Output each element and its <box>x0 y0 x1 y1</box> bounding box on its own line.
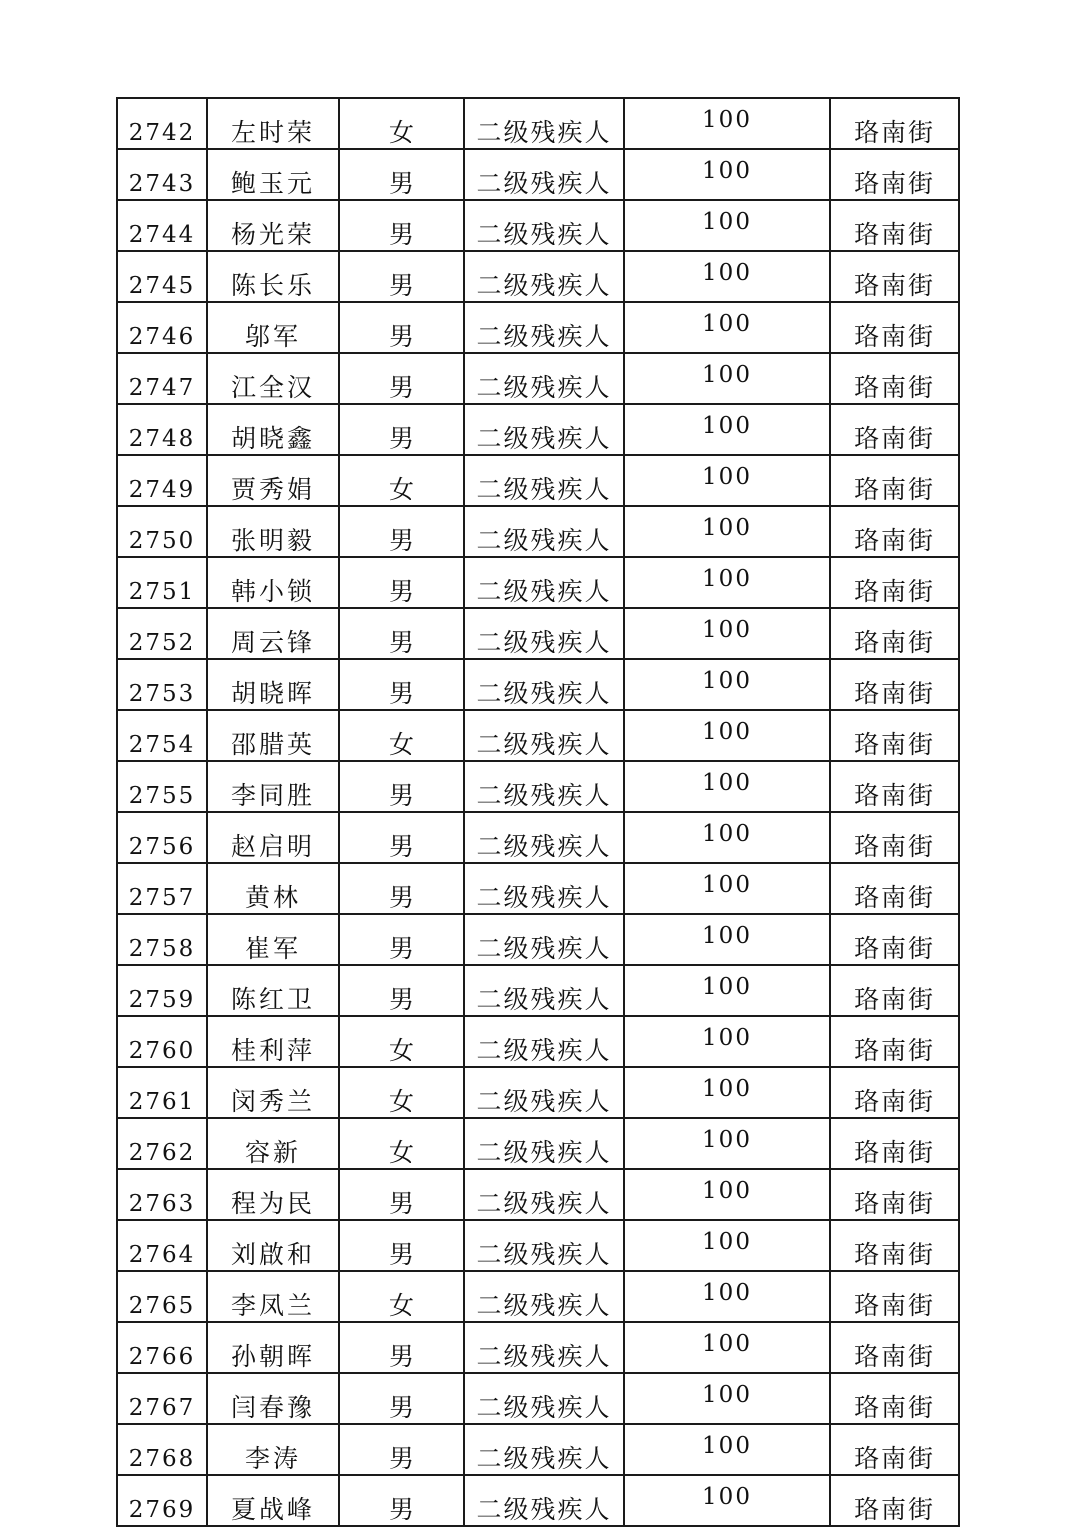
table-row <box>117 149 959 200</box>
gender-cell: 男 <box>339 965 464 1016</box>
name-cell: 容新 <box>207 1118 339 1169</box>
street-cell: 珞南街 <box>830 761 959 812</box>
street-cell: 珞南街 <box>830 812 959 863</box>
gender-cell: 男 <box>339 608 464 659</box>
row-number-cell: 2755 <box>117 761 207 812</box>
street-cell: 珞南街 <box>830 1475 959 1526</box>
disability-level-cell: 二级残疾人 <box>464 659 624 710</box>
row-number-cell: 2766 <box>117 1322 207 1373</box>
street-cell: 珞南街 <box>830 1424 959 1475</box>
table-row <box>117 1016 959 1067</box>
table-row <box>117 1322 959 1373</box>
table-row <box>117 710 959 761</box>
amount-cell: 100 <box>624 1271 830 1322</box>
gender-cell: 女 <box>339 1016 464 1067</box>
street-cell: 珞南街 <box>830 98 959 149</box>
table-row <box>117 914 959 965</box>
street-cell: 珞南街 <box>830 506 959 557</box>
gender-cell: 男 <box>339 557 464 608</box>
roster-table <box>116 97 960 1527</box>
disability-level-cell: 二级残疾人 <box>464 1322 624 1373</box>
disability-level-cell: 二级残疾人 <box>464 251 624 302</box>
amount-cell: 100 <box>624 1373 830 1424</box>
amount-cell: 100 <box>624 455 830 506</box>
gender-cell: 男 <box>339 1220 464 1271</box>
gender-cell: 男 <box>339 863 464 914</box>
street-cell: 珞南街 <box>830 659 959 710</box>
street-cell: 珞南街 <box>830 710 959 761</box>
amount-cell: 100 <box>624 761 830 812</box>
gender-cell: 男 <box>339 404 464 455</box>
row-number-cell: 2752 <box>117 608 207 659</box>
row-number-cell: 2767 <box>117 1373 207 1424</box>
street-cell: 珞南街 <box>830 1067 959 1118</box>
row-number-cell: 2754 <box>117 710 207 761</box>
table-row <box>117 608 959 659</box>
amount-cell: 100 <box>624 557 830 608</box>
disability-level-cell: 二级残疾人 <box>464 404 624 455</box>
disability-level-cell: 二级残疾人 <box>464 1169 624 1220</box>
street-cell: 珞南街 <box>830 1016 959 1067</box>
name-cell: 夏战峰 <box>207 1475 339 1526</box>
name-cell: 鲍玉元 <box>207 149 339 200</box>
name-cell: 陈长乐 <box>207 251 339 302</box>
street-cell: 珞南街 <box>830 914 959 965</box>
street-cell: 珞南街 <box>830 1169 959 1220</box>
row-number-cell: 2759 <box>117 965 207 1016</box>
disability-level-cell: 二级残疾人 <box>464 1118 624 1169</box>
row-number-cell: 2757 <box>117 863 207 914</box>
table-row <box>117 1424 959 1475</box>
gender-cell: 男 <box>339 761 464 812</box>
row-number-cell: 2756 <box>117 812 207 863</box>
street-cell: 珞南街 <box>830 1373 959 1424</box>
gender-cell: 男 <box>339 812 464 863</box>
amount-cell: 100 <box>624 200 830 251</box>
amount-cell: 100 <box>624 1424 830 1475</box>
disability-level-cell: 二级残疾人 <box>464 302 624 353</box>
gender-cell: 男 <box>339 914 464 965</box>
disability-level-cell: 二级残疾人 <box>464 557 624 608</box>
name-cell: 李同胜 <box>207 761 339 812</box>
name-cell: 胡晓鑫 <box>207 404 339 455</box>
gender-cell: 女 <box>339 1118 464 1169</box>
gender-cell: 男 <box>339 302 464 353</box>
gender-cell: 男 <box>339 1169 464 1220</box>
amount-cell: 100 <box>624 812 830 863</box>
name-cell: 闵秀兰 <box>207 1067 339 1118</box>
table-row <box>117 200 959 251</box>
name-cell: 陈红卫 <box>207 965 339 1016</box>
amount-cell: 100 <box>624 1169 830 1220</box>
row-number-cell: 2751 <box>117 557 207 608</box>
gender-cell: 男 <box>339 1475 464 1526</box>
row-number-cell: 2764 <box>117 1220 207 1271</box>
table-row <box>117 659 959 710</box>
gender-cell: 女 <box>339 1271 464 1322</box>
row-number-cell: 2743 <box>117 149 207 200</box>
gender-cell: 男 <box>339 506 464 557</box>
street-cell: 珞南街 <box>830 1322 959 1373</box>
amount-cell: 100 <box>624 1322 830 1373</box>
street-cell: 珞南街 <box>830 1118 959 1169</box>
gender-cell: 女 <box>339 1067 464 1118</box>
gender-cell: 男 <box>339 251 464 302</box>
row-number-cell: 2762 <box>117 1118 207 1169</box>
table-row <box>117 1169 959 1220</box>
name-cell: 桂利萍 <box>207 1016 339 1067</box>
amount-cell: 100 <box>624 98 830 149</box>
disability-level-cell: 二级残疾人 <box>464 353 624 404</box>
amount-cell: 100 <box>624 251 830 302</box>
name-cell: 张明毅 <box>207 506 339 557</box>
name-cell: 贾秀娟 <box>207 455 339 506</box>
street-cell: 珞南街 <box>830 608 959 659</box>
disability-level-cell: 二级残疾人 <box>464 914 624 965</box>
disability-level-cell: 二级残疾人 <box>464 812 624 863</box>
gender-cell: 男 <box>339 200 464 251</box>
name-cell: 黄林 <box>207 863 339 914</box>
disability-level-cell: 二级残疾人 <box>464 1067 624 1118</box>
row-number-cell: 2760 <box>117 1016 207 1067</box>
row-number-cell: 2748 <box>117 404 207 455</box>
row-number-cell: 2769 <box>117 1475 207 1526</box>
row-number-cell: 2758 <box>117 914 207 965</box>
name-cell: 闫春豫 <box>207 1373 339 1424</box>
disability-level-cell: 二级残疾人 <box>464 1424 624 1475</box>
roster-table-body <box>117 98 959 1526</box>
row-number-cell: 2745 <box>117 251 207 302</box>
disability-level-cell: 二级残疾人 <box>464 965 624 1016</box>
name-cell: 邬军 <box>207 302 339 353</box>
amount-cell: 100 <box>624 1118 830 1169</box>
row-number-cell: 2753 <box>117 659 207 710</box>
amount-cell: 100 <box>624 1016 830 1067</box>
table-row <box>117 404 959 455</box>
row-number-cell: 2768 <box>117 1424 207 1475</box>
table-row <box>117 1271 959 1322</box>
row-number-cell: 2744 <box>117 200 207 251</box>
disability-level-cell: 二级残疾人 <box>464 506 624 557</box>
table-row <box>117 761 959 812</box>
gender-cell: 男 <box>339 353 464 404</box>
street-cell: 珞南街 <box>830 353 959 404</box>
table-row <box>117 353 959 404</box>
disability-level-cell: 二级残疾人 <box>464 1220 624 1271</box>
name-cell: 李凤兰 <box>207 1271 339 1322</box>
table-row <box>117 812 959 863</box>
street-cell: 珞南街 <box>830 557 959 608</box>
table-row <box>117 1373 959 1424</box>
row-number-cell: 2747 <box>117 353 207 404</box>
amount-cell: 100 <box>624 608 830 659</box>
name-cell: 程为民 <box>207 1169 339 1220</box>
amount-cell: 100 <box>624 353 830 404</box>
name-cell: 左时荣 <box>207 98 339 149</box>
row-number-cell: 2746 <box>117 302 207 353</box>
name-cell: 刘啟和 <box>207 1220 339 1271</box>
amount-cell: 100 <box>624 149 830 200</box>
disability-level-cell: 二级残疾人 <box>464 1271 624 1322</box>
amount-cell: 100 <box>624 914 830 965</box>
street-cell: 珞南街 <box>830 149 959 200</box>
street-cell: 珞南街 <box>830 1271 959 1322</box>
name-cell: 孙朝晖 <box>207 1322 339 1373</box>
amount-cell: 100 <box>624 965 830 1016</box>
amount-cell: 100 <box>624 659 830 710</box>
table-row <box>117 863 959 914</box>
row-number-cell: 2749 <box>117 455 207 506</box>
row-number-cell: 2761 <box>117 1067 207 1118</box>
street-cell: 珞南街 <box>830 200 959 251</box>
disability-level-cell: 二级残疾人 <box>464 863 624 914</box>
street-cell: 珞南街 <box>830 863 959 914</box>
row-number-cell: 2750 <box>117 506 207 557</box>
disability-level-cell: 二级残疾人 <box>464 608 624 659</box>
table-row <box>117 455 959 506</box>
disability-level-cell: 二级残疾人 <box>464 149 624 200</box>
table-row <box>117 1118 959 1169</box>
amount-cell: 100 <box>624 302 830 353</box>
disability-level-cell: 二级残疾人 <box>464 98 624 149</box>
table-row <box>117 302 959 353</box>
table-row <box>117 1067 959 1118</box>
disability-level-cell: 二级残疾人 <box>464 455 624 506</box>
street-cell: 珞南街 <box>830 251 959 302</box>
table-row <box>117 1475 959 1526</box>
name-cell: 崔军 <box>207 914 339 965</box>
name-cell: 韩小锁 <box>207 557 339 608</box>
gender-cell: 男 <box>339 149 464 200</box>
name-cell: 江全汉 <box>207 353 339 404</box>
disability-level-cell: 二级残疾人 <box>464 200 624 251</box>
amount-cell: 100 <box>624 863 830 914</box>
row-number-cell: 2763 <box>117 1169 207 1220</box>
amount-cell: 100 <box>624 1475 830 1526</box>
table-row <box>117 251 959 302</box>
amount-cell: 100 <box>624 1220 830 1271</box>
table-row <box>117 965 959 1016</box>
amount-cell: 100 <box>624 506 830 557</box>
name-cell: 周云锋 <box>207 608 339 659</box>
gender-cell: 男 <box>339 659 464 710</box>
street-cell: 珞南街 <box>830 302 959 353</box>
table-row <box>117 1220 959 1271</box>
name-cell: 赵启明 <box>207 812 339 863</box>
street-cell: 珞南街 <box>830 965 959 1016</box>
row-number-cell: 2742 <box>117 98 207 149</box>
gender-cell: 男 <box>339 1373 464 1424</box>
amount-cell: 100 <box>624 710 830 761</box>
name-cell: 杨光荣 <box>207 200 339 251</box>
disability-level-cell: 二级残疾人 <box>464 710 624 761</box>
table-row <box>117 98 959 149</box>
amount-cell: 100 <box>624 1067 830 1118</box>
name-cell: 邵腊英 <box>207 710 339 761</box>
gender-cell: 女 <box>339 98 464 149</box>
street-cell: 珞南街 <box>830 1220 959 1271</box>
gender-cell: 女 <box>339 710 464 761</box>
name-cell: 李涛 <box>207 1424 339 1475</box>
name-cell: 胡晓晖 <box>207 659 339 710</box>
table-row <box>117 557 959 608</box>
street-cell: 珞南街 <box>830 455 959 506</box>
row-number-cell: 2765 <box>117 1271 207 1322</box>
disability-level-cell: 二级残疾人 <box>464 1016 624 1067</box>
street-cell: 珞南街 <box>830 404 959 455</box>
gender-cell: 女 <box>339 455 464 506</box>
gender-cell: 男 <box>339 1322 464 1373</box>
disability-level-cell: 二级残疾人 <box>464 1475 624 1526</box>
disability-level-cell: 二级残疾人 <box>464 761 624 812</box>
gender-cell: 男 <box>339 1424 464 1475</box>
amount-cell: 100 <box>624 404 830 455</box>
disability-level-cell: 二级残疾人 <box>464 1373 624 1424</box>
table-row <box>117 506 959 557</box>
